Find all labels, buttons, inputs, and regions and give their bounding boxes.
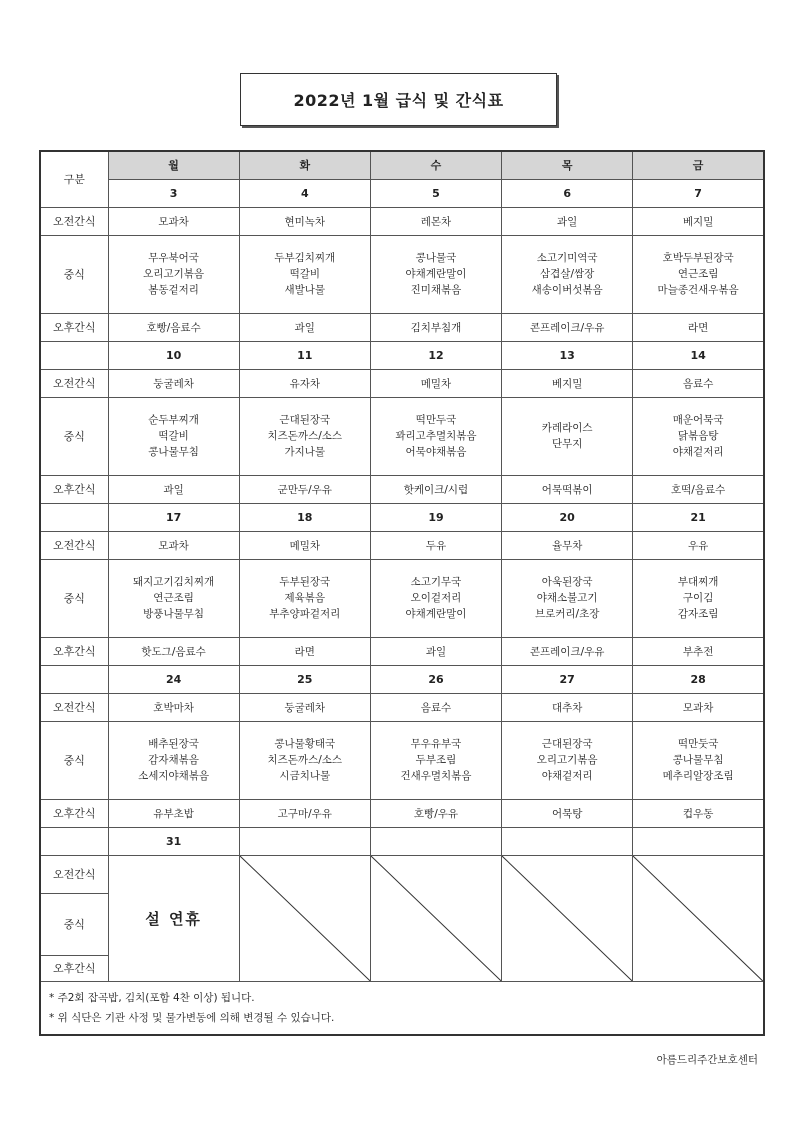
empty-date-cell — [502, 827, 633, 855]
day-header: 월 — [108, 151, 239, 179]
morning-snack: 모과차 — [108, 531, 239, 559]
lunch-item: 매운어묵국 — [672, 414, 724, 426]
date-cell: 20 — [502, 503, 633, 531]
lunch-item: 카레라이스 — [541, 422, 593, 434]
lunch-menu — [502, 397, 633, 475]
row-label-afternoon: 오후간식 — [40, 313, 108, 341]
lunch-item: 감자조림 — [677, 608, 719, 620]
lunch-item: 진미채볶음 — [410, 284, 462, 296]
row-label-lunch: 중식 — [40, 893, 108, 955]
date-cell: 4 — [239, 179, 370, 207]
morning-snack: 베지밀 — [633, 207, 764, 235]
morning-snack: 현미녹차 — [239, 207, 370, 235]
day-header: 목 — [502, 151, 633, 179]
afternoon-snack: 콘프레이크/우유 — [502, 313, 633, 341]
row-label-afternoon: 오후간식 — [40, 799, 108, 827]
lunch-menu — [108, 235, 239, 313]
lunch-menu — [239, 721, 370, 799]
lunch-menu — [502, 559, 633, 637]
lunch-menu — [502, 235, 633, 313]
center-name: 아름드리주간보호센터 — [656, 1054, 758, 1066]
morning-snack: 모과차 — [633, 693, 764, 721]
afternoon-snack: 콘프레이크/우유 — [502, 637, 633, 665]
date-cell: 13 — [502, 341, 633, 369]
morning-snack: 둥굴레차 — [108, 369, 239, 397]
lunch-item: 야채겉저리 — [541, 770, 593, 782]
lunch-item: 방풍나물무침 — [143, 608, 205, 620]
lunch-item: 꽈리고추멸치볶음 — [395, 430, 477, 442]
date-row-spacer — [40, 503, 108, 531]
date-cell: 18 — [239, 503, 370, 531]
morning-snack: 유자차 — [239, 369, 370, 397]
lunch-menu — [633, 559, 764, 637]
note-line: * 위 식단은 기관 사정 및 물가변동에 의해 변경될 수 있습니다. — [49, 1011, 335, 1024]
morning-snack: 메밀차 — [370, 369, 501, 397]
empty-date-cell — [370, 827, 501, 855]
lunch-item: 아욱된장국 — [541, 576, 593, 588]
lunch-menu — [633, 235, 764, 313]
date-cell: 11 — [239, 341, 370, 369]
lunch-item: 야채계란말이 — [405, 268, 467, 280]
afternoon-snack: 과일 — [108, 475, 239, 503]
lunch-item: 연근조림 — [677, 268, 719, 280]
lunch-item: 근대된장국 — [279, 414, 331, 426]
morning-snack: 둥굴레차 — [239, 693, 370, 721]
afternoon-snack: 핫케이크/시럽 — [370, 475, 501, 503]
lunch-menu — [239, 559, 370, 637]
afternoon-snack: 군만두/우유 — [239, 475, 370, 503]
lunch-menu — [370, 721, 501, 799]
lunch-menu — [370, 397, 501, 475]
afternoon-snack: 컵우동 — [633, 799, 764, 827]
lunch-item: 구이김 — [682, 592, 714, 604]
date-row-spacer — [40, 341, 108, 369]
row-label-morning: 오전간식 — [40, 693, 108, 721]
date-cell: 19 — [370, 503, 501, 531]
holiday-cell: 설 연휴 — [108, 855, 239, 981]
lunch-item: 떡만두국 — [415, 414, 457, 426]
morning-snack: 우유 — [633, 531, 764, 559]
morning-snack: 모과차 — [108, 207, 239, 235]
lunch-item: 어묵야채볶음 — [405, 446, 467, 458]
crossed-out-cell — [239, 855, 370, 981]
date-cell: 17 — [108, 503, 239, 531]
row-label-afternoon: 오후간식 — [40, 955, 108, 981]
date-cell: 25 — [239, 665, 370, 693]
lunch-item: 소세지야채볶음 — [138, 770, 210, 782]
lunch-item: 건새우멸치볶음 — [400, 770, 472, 782]
lunch-item: 오리고기볶음 — [143, 268, 205, 280]
afternoon-snack: 호빵/음료수 — [108, 313, 239, 341]
lunch-menu — [239, 235, 370, 313]
lunch-item: 마늘종건새우볶음 — [657, 284, 739, 296]
row-label-morning: 오전간식 — [40, 207, 108, 235]
afternoon-snack: 김치부침개 — [370, 313, 501, 341]
afternoon-snack: 과일 — [239, 313, 370, 341]
lunch-item: 단무지 — [551, 438, 583, 450]
afternoon-snack: 호떡/음료수 — [633, 475, 764, 503]
row-label-lunch: 중식 — [40, 559, 108, 637]
lunch-item: 새송이버섯볶음 — [531, 284, 603, 296]
row-label-morning: 오전간식 — [40, 531, 108, 559]
lunch-menu — [108, 397, 239, 475]
afternoon-snack: 어묵떡볶이 — [502, 475, 633, 503]
row-label-lunch: 중식 — [40, 721, 108, 799]
lunch-menu — [633, 721, 764, 799]
afternoon-snack: 유부초밥 — [108, 799, 239, 827]
date-cell: 6 — [502, 179, 633, 207]
row-label-afternoon: 오후간식 — [40, 475, 108, 503]
lunch-item: 호박두부된장국 — [662, 252, 734, 264]
lunch-item: 제육볶음 — [284, 592, 326, 604]
lunch-menu — [633, 397, 764, 475]
row-label-morning: 오전간식 — [40, 855, 108, 893]
lunch-item: 새발나물 — [284, 284, 326, 296]
lunch-item: 야채계란말이 — [405, 608, 467, 620]
crossed-out-cell — [633, 855, 764, 981]
date-cell: 12 — [370, 341, 501, 369]
lunch-item: 연근조림 — [153, 592, 194, 604]
lunch-item: 두부조림 — [415, 754, 457, 766]
lunch-item: 무우유부국 — [410, 738, 462, 750]
lunch-item: 오리고기볶음 — [536, 754, 598, 766]
afternoon-snack: 핫도그/음료수 — [108, 637, 239, 665]
lunch-item: 봄동겉저리 — [148, 284, 199, 296]
morning-snack: 음료수 — [633, 369, 764, 397]
day-header: 화 — [239, 151, 370, 179]
afternoon-snack: 호빵/우유 — [370, 799, 501, 827]
lunch-item: 콩나물황태국 — [274, 738, 336, 750]
empty-date-cell — [239, 827, 370, 855]
morning-snack: 메밀차 — [239, 531, 370, 559]
lunch-item: 브로커리/초장 — [534, 608, 600, 620]
lunch-item: 두부된장국 — [279, 576, 331, 588]
lunch-item: 배추된장국 — [148, 738, 199, 750]
date-cell: 28 — [633, 665, 764, 693]
meal-table — [39, 150, 765, 1036]
lunch-menu — [370, 235, 501, 313]
lunch-menu — [370, 559, 501, 637]
lunch-item: 야채겉저리 — [672, 446, 724, 458]
lunch-menu — [108, 559, 239, 637]
lunch-item: 두부김치찌개 — [274, 252, 336, 264]
date-row-spacer — [40, 827, 108, 855]
lunch-menu — [108, 721, 239, 799]
lunch-item: 치즈돈까스/소스 — [267, 754, 343, 766]
date-cell: 31 — [108, 827, 239, 855]
lunch-menu — [239, 397, 370, 475]
lunch-item: 순두부찌개 — [148, 414, 199, 426]
lunch-item: 가지나물 — [284, 446, 326, 458]
date-cell: 7 — [633, 179, 764, 207]
morning-snack: 호박마차 — [108, 693, 239, 721]
date-cell: 5 — [370, 179, 501, 207]
lunch-item: 근대된장국 — [541, 738, 593, 750]
afternoon-snack: 과일 — [370, 637, 501, 665]
afternoon-snack: 라면 — [633, 313, 764, 341]
lunch-item: 콩나물무침 — [148, 446, 199, 458]
lunch-menu — [502, 721, 633, 799]
lunch-item: 소고기무국 — [410, 576, 462, 588]
lunch-item: 떡갈비 — [158, 430, 189, 442]
crossed-out-cell — [370, 855, 501, 981]
lunch-item: 야채소불고기 — [536, 592, 598, 604]
morning-snack: 두유 — [370, 531, 501, 559]
date-cell: 10 — [108, 341, 239, 369]
morning-snack: 과일 — [502, 207, 633, 235]
afternoon-snack: 고구마/우유 — [239, 799, 370, 827]
lunch-item: 소고기미역국 — [536, 252, 598, 264]
note-line: * 주2회 잡곡밥, 김치(포함 4찬 이상) 됩니다. — [49, 991, 255, 1004]
lunch-item: 돼지고기김치찌개 — [133, 576, 215, 588]
category-label: 구분 — [40, 151, 108, 207]
page-title — [240, 73, 557, 126]
day-header: 금 — [633, 151, 764, 179]
morning-snack: 레몬차 — [370, 207, 501, 235]
date-cell: 3 — [108, 179, 239, 207]
date-cell: 14 — [633, 341, 764, 369]
morning-snack: 율무차 — [502, 531, 633, 559]
lunch-item: 감자채볶음 — [148, 754, 199, 766]
date-cell: 26 — [370, 665, 501, 693]
notes — [40, 981, 764, 1035]
morning-snack: 대추차 — [502, 693, 633, 721]
afternoon-snack: 라면 — [239, 637, 370, 665]
lunch-item: 떡갈비 — [289, 268, 320, 280]
date-row-spacer — [40, 665, 108, 693]
date-cell: 27 — [502, 665, 633, 693]
lunch-item: 닭볶음탕 — [677, 430, 719, 442]
day-header: 수 — [370, 151, 501, 179]
lunch-item: 치즈돈까스/소스 — [267, 430, 343, 442]
lunch-item: 부추양파겉저리 — [269, 608, 341, 620]
lunch-item: 오이겉저리 — [410, 592, 462, 604]
lunch-item: 무우북어국 — [148, 252, 199, 264]
date-cell: 24 — [108, 665, 239, 693]
lunch-item: 삼겹살/쌈장 — [540, 268, 595, 280]
afternoon-snack: 어묵탕 — [502, 799, 633, 827]
lunch-item: 시금치나물 — [279, 770, 331, 782]
afternoon-snack: 부추전 — [633, 637, 764, 665]
row-label-lunch: 중식 — [40, 235, 108, 313]
lunch-item: 메추리알장조림 — [662, 770, 734, 782]
lunch-item: 콩나물국 — [415, 252, 457, 264]
empty-date-cell — [633, 827, 764, 855]
date-cell: 21 — [633, 503, 764, 531]
morning-snack: 베지밀 — [502, 369, 633, 397]
lunch-item: 떡만둣국 — [677, 738, 719, 750]
lunch-item: 콩나물무침 — [672, 754, 724, 766]
row-label-afternoon: 오후간식 — [40, 637, 108, 665]
crossed-out-cell — [502, 855, 633, 981]
lunch-item: 부대찌개 — [677, 576, 719, 588]
page-title-text: 2022년 1월 급식 및 간식표 — [293, 91, 504, 110]
morning-snack: 음료수 — [370, 693, 501, 721]
row-label-lunch: 중식 — [40, 397, 108, 475]
row-label-morning: 오전간식 — [40, 369, 108, 397]
